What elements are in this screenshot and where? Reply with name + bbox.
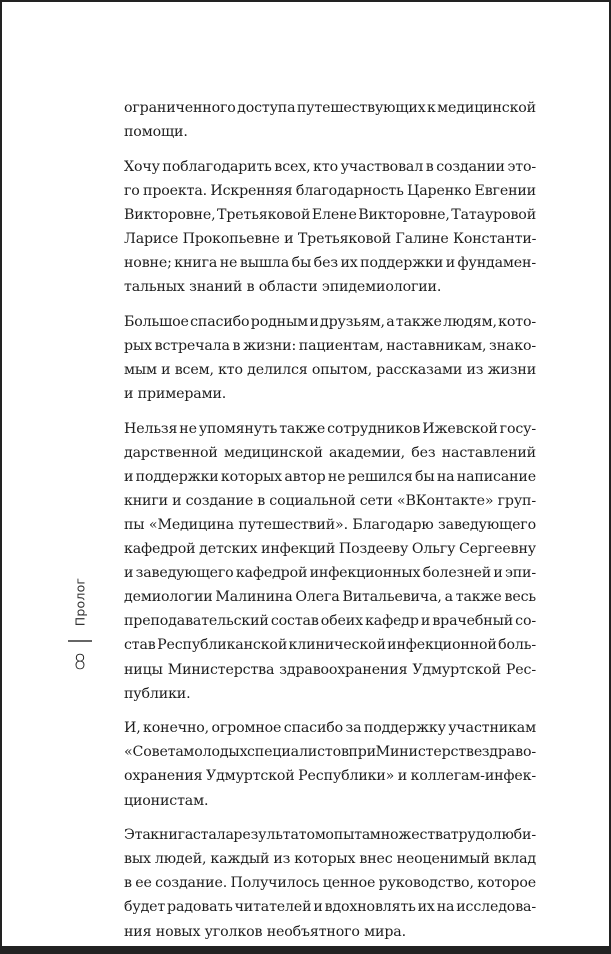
text-line: охранения Удмуртской Республики» и коллегам-инфек- [124, 768, 536, 785]
text-line: вых людей, каждый из которых внес неоценимый вклад [124, 851, 536, 868]
text-line: книги и создание в социальной сети «ВКонтакте» груп- [124, 492, 536, 509]
text-line: демиологии Малинина Олега Витальевича, а также весь [124, 589, 536, 606]
text-line: и поддержки которых автор не решился бы на написание [124, 468, 536, 485]
text-line: пы «Медицина путешествий». Благодарю заведующего [124, 517, 536, 533]
text-line: и примерами. [124, 386, 227, 403]
text-line: Викторовне, Третьяковой Елене Викторовне, Татауровой [124, 206, 536, 223]
page-number: 8 [73, 650, 87, 674]
text-line: «Совета молодых специалистов при Министерстве здраво- [124, 744, 536, 761]
text-line: рых встречала в жизни: пациентам, наставникам, знако- [124, 337, 536, 354]
text-line: новне; книга не вышла бы без их поддержки и фундамен- [124, 255, 536, 272]
paragraph [124, 155, 536, 300]
running-head-label: Пролог [72, 577, 88, 627]
text-line: И, конечно, огромное спасибо за поддержку участникам [124, 720, 536, 737]
text-line: став Республиканской клинической инфекционной боль- [124, 637, 536, 654]
text-line: Большое спасибо родным и друзьям, а также людям, кото- [124, 313, 536, 330]
text-line: Хочу поблагодарить всех, кто участвовал в создании это- [124, 158, 536, 175]
text-line: Эта книга стала результатом опыта множества трудолюби- [124, 827, 536, 844]
paragraph [124, 96, 536, 144]
folio-divider [68, 640, 92, 642]
body-text [124, 96, 536, 954]
paragraph [124, 417, 536, 706]
text-line: Нельзя не упомянуть также сотрудников Ижевской госу- [124, 420, 536, 437]
text-line: дарственной медицинской академии, без наставлений [124, 444, 536, 461]
paragraph [124, 310, 536, 406]
text-line: ционистам. [124, 792, 209, 809]
text-line: кафедрой детских инфекций Поздееву Ольгу Сергеевну [124, 541, 536, 558]
text-line: Ларисе Прокопьевне и Третьяковой Галине Константи- [124, 230, 537, 247]
text-line: помощи. [124, 124, 188, 141]
text-line: и заведующего кафедрой инфекционных болезней и эпи- [124, 565, 536, 582]
text-line: ницы Министерства здравоохранения Удмуртской Рес- [124, 661, 536, 678]
book-page [2, 2, 609, 946]
paragraph [124, 716, 536, 812]
text-line: публики. [124, 685, 191, 702]
text-line: будет радовать читателей и вдохновлять их на исследова- [124, 899, 536, 916]
text-line: ограниченного доступа путешествующих к медицинской [124, 100, 536, 116]
page-margin-marker [50, 572, 110, 692]
running-head [50, 572, 110, 638]
text-line: преподавательский состав обеих кафедр и врачебный со- [124, 613, 536, 630]
text-line: в ее создание. Получилось ценное руководство, которое [124, 875, 536, 892]
paragraph [124, 823, 536, 943]
text-line: го проекта. Искренняя благодарность Царенко Евгении [124, 182, 536, 199]
text-line: тальных знаний в области эпидемиологии. [124, 279, 442, 296]
text-line: мым и всем, кто делился опытом, рассказами из жизни [124, 361, 536, 378]
text-line: ния новых уголков необъятного мира. [124, 923, 406, 940]
